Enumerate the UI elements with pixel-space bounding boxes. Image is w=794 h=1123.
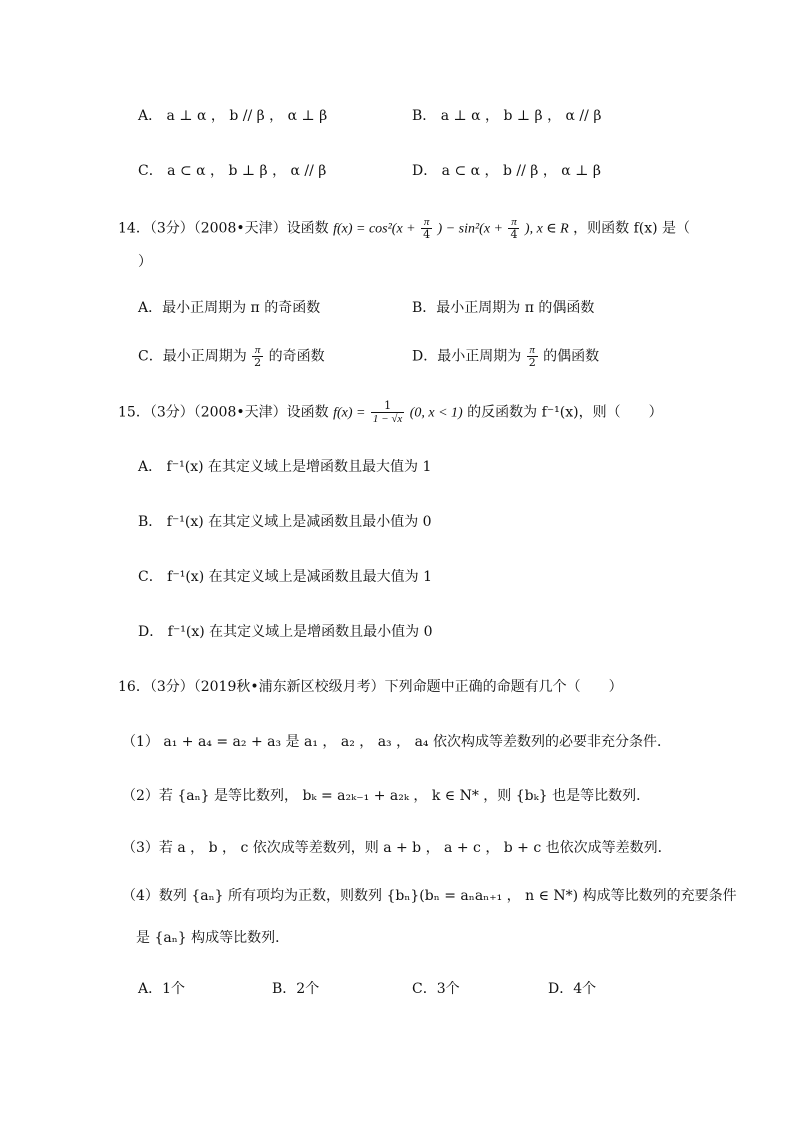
- q16-statement-2: （2）若 {aₙ} 是等比数列， bₖ = a₂ₖ₋₁ + a₂ₖ ， k ∈ N* ，则 {bₖ} 也是等比数列．: [122, 788, 651, 804]
- q14-frac2-num: π: [508, 216, 519, 229]
- q14-option-a: A．最小正周期为 π 的奇函数: [138, 300, 321, 316]
- q16-option-b: B．2个: [272, 981, 320, 997]
- q14-option-c-fraction: [252, 344, 263, 369]
- q15-frac-den: 1 − √x: [372, 413, 403, 425]
- q15-suffix: 的反函数为 f⁻¹(x)，则（ ）: [467, 404, 663, 421]
- q15-option-c: C． f⁻¹(x) 在其定义域上是减函数且最大值为 1: [138, 569, 432, 585]
- q16-option-d: D．4个: [548, 981, 597, 997]
- q14-option-c-pre: C．最小正周期为: [138, 348, 247, 365]
- q15-formula-lhs: f(x) =: [333, 405, 366, 421]
- q14-stem: [118, 216, 690, 241]
- q15-option-b: B． f⁻¹(x) 在其定义域上是减函数且最小值为 0: [138, 514, 432, 530]
- q13-option-d: D． a ⊂ α ， b // β ， α ⊥ β: [412, 163, 601, 179]
- q14-fraction-2: [508, 216, 519, 241]
- q13-option-a: A． a ⊥ α ， b // β ， α ⊥ β: [138, 108, 328, 124]
- q16-stem: 16．（3分）（2019秋•浦东新区校级月考）下列命题中正确的命题有几个（ ）: [118, 679, 623, 695]
- q14-option-d-post: 的偶函数: [543, 348, 600, 365]
- q13-option-c: C． a ⊂ α ， b ⊥ β ， α // β: [138, 163, 327, 179]
- q14-option-c-frac-den: 2: [254, 356, 262, 369]
- q15-domain: (0, x < 1): [409, 405, 463, 421]
- q14-option-b: B．最小正周期为 π 的偶函数: [412, 300, 595, 316]
- q14-suffix: ，则函数 f(x) 是（: [573, 220, 691, 237]
- q14-option-c-post: 的奇函数: [268, 348, 325, 365]
- q14-option-d-fraction: [527, 344, 538, 369]
- q14-option-d-frac-num: π: [527, 344, 538, 357]
- q14-option-c-frac-num: π: [252, 344, 263, 357]
- q16-statement-4-line-1: （4）数列 {aₙ} 所有项均为正数，则数列 {bₙ}(bₙ = aₙaₙ₊₁ ， n ∈ N*) 构成等比数列的充要条件: [122, 888, 737, 904]
- q14-option-d-pre: D．最小正周期为: [412, 348, 522, 365]
- q15-fraction: [371, 400, 404, 425]
- q14-frac1-den: 4: [423, 228, 431, 241]
- q16-statement-4-line-2: 是 {aₙ} 构成等比数列．: [136, 930, 290, 946]
- q15-frac-num: 1: [371, 400, 404, 413]
- q15-stem: [118, 400, 663, 425]
- q14-option-c: [138, 344, 325, 369]
- q15-option-a: A． f⁻¹(x) 在其定义域上是增函数且最大值为 1: [138, 459, 432, 475]
- q16-option-c: C．3个: [412, 981, 460, 997]
- q14-prefix: 14．（3分）（2008•天津）设函数: [118, 220, 329, 237]
- q14-formula-b: ) − sin²(x +: [437, 221, 503, 237]
- q15-prefix: 15．（3分）（2008•天津）设函数: [118, 404, 329, 421]
- q14-close-paren: ）: [138, 254, 152, 270]
- q14-frac1-num: π: [421, 216, 432, 229]
- q14-formula-c: ), x ∈ R: [524, 221, 569, 237]
- q16-option-a: A．1个: [138, 981, 186, 997]
- q14-option-d: [412, 344, 599, 369]
- q14-formula-a: f(x) = cos²(x +: [333, 221, 416, 237]
- q16-statement-1: （1） a₁ + a₄ = a₂ + a₃ 是 a₁ ， a₂ ， a₃ ， a₄ 依次构成等差数列的必要非充分条件．: [122, 734, 671, 750]
- q14-option-d-frac-den: 2: [528, 356, 536, 369]
- q16-statement-3: （3）若 a ， b ， c 依次成等差数列，则 a + b ， a + c ， b + c 也依次成等差数列．: [122, 840, 672, 856]
- q15-option-d: D． f⁻¹(x) 在其定义域上是增函数且最小值为 0: [138, 624, 433, 640]
- q14-fraction-1: [421, 216, 432, 241]
- q14-frac2-den: 4: [510, 228, 518, 241]
- q13-option-b: B． a ⊥ α ， b ⊥ β ， α // β: [412, 108, 602, 124]
